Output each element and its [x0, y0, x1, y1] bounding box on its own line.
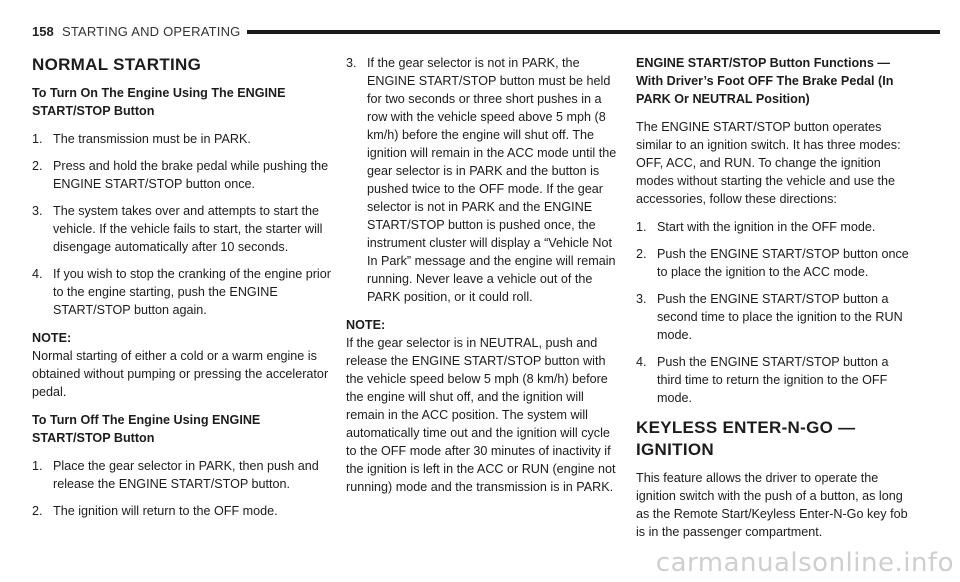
list-item [32, 202, 332, 256]
item-number: 3. [636, 292, 647, 306]
list-item [346, 54, 621, 306]
note-text: Normal starting of either a cold or a warm engine is obtained without pumping or pressing the accelerator pedal. [32, 349, 329, 399]
item-text: Press and hold the brake pedal while pushing the ENGINE START/STOP button once. [53, 159, 329, 191]
item-text: Push the ENGINE START/STOP button once to place the ignition to the ACC mode. [657, 247, 909, 279]
item-text: The transmission must be in PARK. [53, 132, 251, 146]
paragraph-modes: The ENGINE START/STOP button operates similar to an ignition switch. It has three modes: OFF, ACC, and RUN. To change the ignition modes without starting the vehicle and use the accessories, follow these directions: [636, 120, 901, 206]
subheading-button-functions: ENGINE START/STOP Button Functions — With Driver’s Foot OFF The Brake Pedal (In PARK Or NEUTRAL Position) [636, 56, 894, 106]
item-text: Start with the ignition in the OFF mode. [657, 220, 876, 234]
list-item [636, 245, 914, 281]
page-header [32, 24, 940, 44]
list-item [32, 157, 332, 193]
item-number: 1. [32, 459, 43, 473]
list-item [636, 290, 914, 344]
subheading-turn-off: To Turn Off The Engine Using ENGINE START/STOP Button [32, 413, 261, 445]
item-number: 4. [636, 355, 647, 369]
item-number: 1. [636, 220, 647, 234]
item-text: Push the ENGINE START/STOP button a third time to return the ignition to the OFF mode. [657, 355, 889, 405]
column-2 [346, 54, 621, 506]
section-title-normal-starting: NORMAL STARTING [32, 55, 202, 74]
item-number: 4. [32, 267, 43, 281]
header-rule [247, 30, 940, 34]
item-number: 3. [346, 56, 357, 70]
list-item [32, 265, 332, 319]
note-label: NOTE: [32, 331, 72, 345]
page-number: 158 [32, 24, 54, 39]
item-text: The ignition will return to the OFF mode. [53, 504, 278, 518]
item-number: 2. [32, 159, 43, 173]
section-name: STARTING AND OPERATING [62, 24, 241, 39]
watermark-text: carmanualsonline.info [655, 548, 954, 578]
item-number: 1. [32, 132, 43, 146]
section-title-keyless: KEYLESS ENTER-N-GO — IGNITION [636, 418, 856, 459]
item-text: If the gear selector is not in PARK, the ENGINE START/STOP button must be held for two seconds or three short pushes in a row with the vehicle speed above 5 mph (8 km/h) before the engine will shut off. The ignition will remain in the ACC mode until the gear selector is in PARK and the button is pushed twice to the OFF mode. If the gear selector is not in PARK and the ENGINE START/STOP button is pushed once, the instrument cluster will display a “Vehicle Not In Park” message and the engine will remain running. Never leave a vehicle out of the PARK position, or it could roll. [367, 56, 617, 304]
item-number: 2. [636, 247, 647, 261]
column-1 [32, 54, 332, 530]
item-text: The system takes over and attempts to start the vehicle. If the vehicle fails to start, the starter will disengage automatically after 10 seconds. [53, 204, 323, 254]
subheading-turn-on: To Turn On The Engine Using The ENGINE START/STOP Button [32, 86, 286, 118]
list-item [32, 457, 332, 493]
note-label: NOTE: [346, 318, 386, 332]
list-item [636, 218, 914, 236]
list-modes [636, 218, 914, 407]
list-item [32, 130, 332, 148]
column-3 [636, 54, 914, 551]
item-number: 3. [32, 204, 43, 218]
item-number: 2. [32, 504, 43, 518]
paragraph-keyless: This feature allows the driver to operate the ignition switch with the push of a button, as long as the Remote Start/Keyless Enter-N-Go key fob is in the passenger compartment. [636, 471, 908, 539]
list-turn-off-continued [346, 54, 621, 306]
list-turn-on [32, 130, 332, 319]
item-text: Push the ENGINE START/STOP button a second time to place the ignition to the RUN mode. [657, 292, 903, 342]
item-text: Place the gear selector in PARK, then push and release the ENGINE START/STOP button. [53, 459, 319, 491]
list-item [636, 353, 914, 407]
item-text: If you wish to stop the cranking of the engine prior to the engine starting, push the ENGINE START/STOP button again. [53, 267, 331, 317]
list-turn-off [32, 457, 332, 520]
note-text: If the gear selector is in NEUTRAL, push and release the ENGINE START/STOP button with the vehicle speed below 5 mph (8 km/h) before the engine will shut off, and the ignition will remain in the ACC position. The system will automatically time out and the ignition will cycle to the OFF mode after 30 minutes of inactivity if the ignition is left in the ACC or RUN (engine not running) mode and the transmission is in PARK. [346, 336, 616, 494]
list-item [32, 502, 332, 520]
